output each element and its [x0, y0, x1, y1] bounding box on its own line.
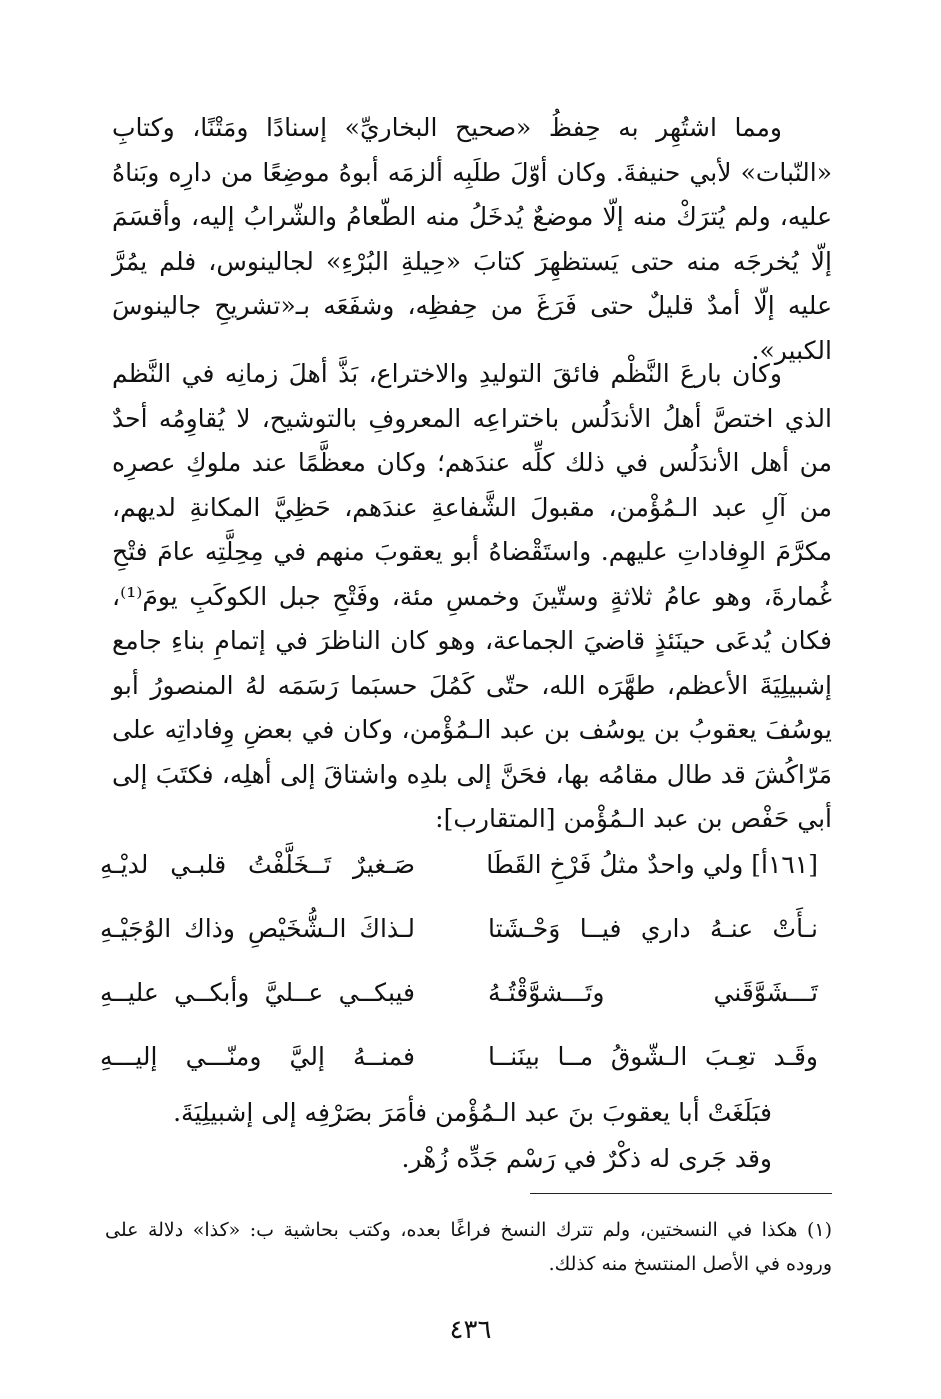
closing-line-2: وقد جَرى له ذكْرٌ في رَسْم جَدِّه زُهْر.: [401, 1144, 772, 1173]
footnote-separator: [530, 1193, 832, 1194]
verse-second-hemistich: لـذاكَ الـشُّخَيْصِ وذاك الوُجَيْـهِ: [100, 914, 415, 943]
paragraph-1: ومما اشتُهِر به حِفظُ «صحيح البخاريِّ» إسنادًا ومَتْنًا، وكتابِ «النّبات» لأبي حنيفةَ. وكان أوّلَ طلَبِه ألزمَه أبوهُ موضِعًا من دارِه وبَناهُ عليه، ولم يُترَكْ منه إلّا موضعٌ يُدخَلُ منه الطّعامُ والشّرابُ إليه، وأقسَمَ إلّا يُخرجَه منه حتى يَستظهِرَ كتابَ «حِيلةِ البُرْءِ» لجالينوس، فلم يمُرَّ عليه إلّا أمدٌ قليلٌ حتى فَرَغَ من حِفظِه، وشفَعَه بـ«تشريحِ جالينوسَ الكبير».: [112, 113, 832, 365]
verse-first-hemistich: تَـــشَوَّقَني وتَـــشوَّقْتُـهُ: [488, 978, 818, 1007]
verse-second-hemistich: صَـغيرٌ تَــخَلَّفْتُ قلبـي لديْـهِ: [100, 850, 415, 879]
verse-first-hemistich: وقَـد تعِـبَ الـشّوقُ مــا بينَنــا: [488, 1042, 818, 1071]
closing-line-1: فبَلَغَتْ أبا يعقوبَ بنَ عبد الـمُؤْمن فأمَرَ بصَرْفِه إلى إشبيلِيَةَ.: [173, 1098, 772, 1127]
poem-verses: [100, 850, 830, 1106]
verse-second-hemistich: فمنــهُ إليَّ ومنّـــي إليـــهِ: [100, 1042, 415, 1071]
verse-second-hemistich: فيبكــي عــليَّ وأبكــي عليــهِ: [100, 978, 415, 1007]
paragraph-2: وكان بارعَ النَّظْم فائقَ التوليدِ والاختراع، بَذَّ أهلَ زمانِه في النَّظم الذي اختصَّ أهلُ الأندَلُس باختراعِه المعروفِ بالتوشيح، لا يُقاوِمُه أحدٌ من أهل الأندَلُس في ذلك كلِّه عندَهم؛ وكان معظَّمًا عند ملوكِ عصرِه من آلِ عبد الـمُؤْمن، مقبولَ الشَّفاعةِ عندَهم، حَظِيَّ المكانةِ لديهم، مكرَّمَ الوِفاداتِ عليهم. واستَقْضاهُ أبو يعقوبَ منهم في مِحِلَّتِه عامَ فتْحِ غُمارةَ، وهو عامُ ثلاثةٍ وستّينَ وخمسِ مئة، وفَتْحِ جبل الكوكَبِ يومَ⁽¹⁾، فكان يُدعَى حينَئذٍ قاضيَ الجماعة، وهو كان الناظرَ في إتمامِ بناءِ جامع إشبيلِيَةَ الأعظم، طهَّرَه الله، حتّى كَمُلَ حسبَما رَسَمَه لهُ المنصورُ أبو يوسُفَ يعقوبُ بن يوسُف بن عبد الـمُؤْمن، وكان في بعضِ وِفاداتِه على مَرّاكُشَ قد طال مقامُه بها، فحَنَّ إلى بلدِه واشتاقَ إلى أهلِه، فكتَبَ إلى أبي حَفْص بن عبد الـمُؤْمن [المتقارب]:: [112, 359, 832, 833]
verse-row: [100, 978, 830, 1042]
verse-row: [100, 914, 830, 978]
footnote: (١) هكذا في النسختين، ولم تترك النسخ فراغًا بعده، وكتب بحاشية ب: «كذا» دلالة على وروده في الأصل المنتسخ منه كذلك.: [105, 1219, 832, 1275]
verse-first-hemistich: نـأَتْ عنـهُ داري فيــا وَحْـشَتا: [488, 914, 818, 943]
verse-row: [100, 850, 830, 914]
verse-first-hemistich: [١٦١أ] ولي واحدٌ مثلُ فَرْخِ القَطَا: [486, 850, 818, 879]
page-number: ٤٣٦: [449, 1315, 492, 1345]
